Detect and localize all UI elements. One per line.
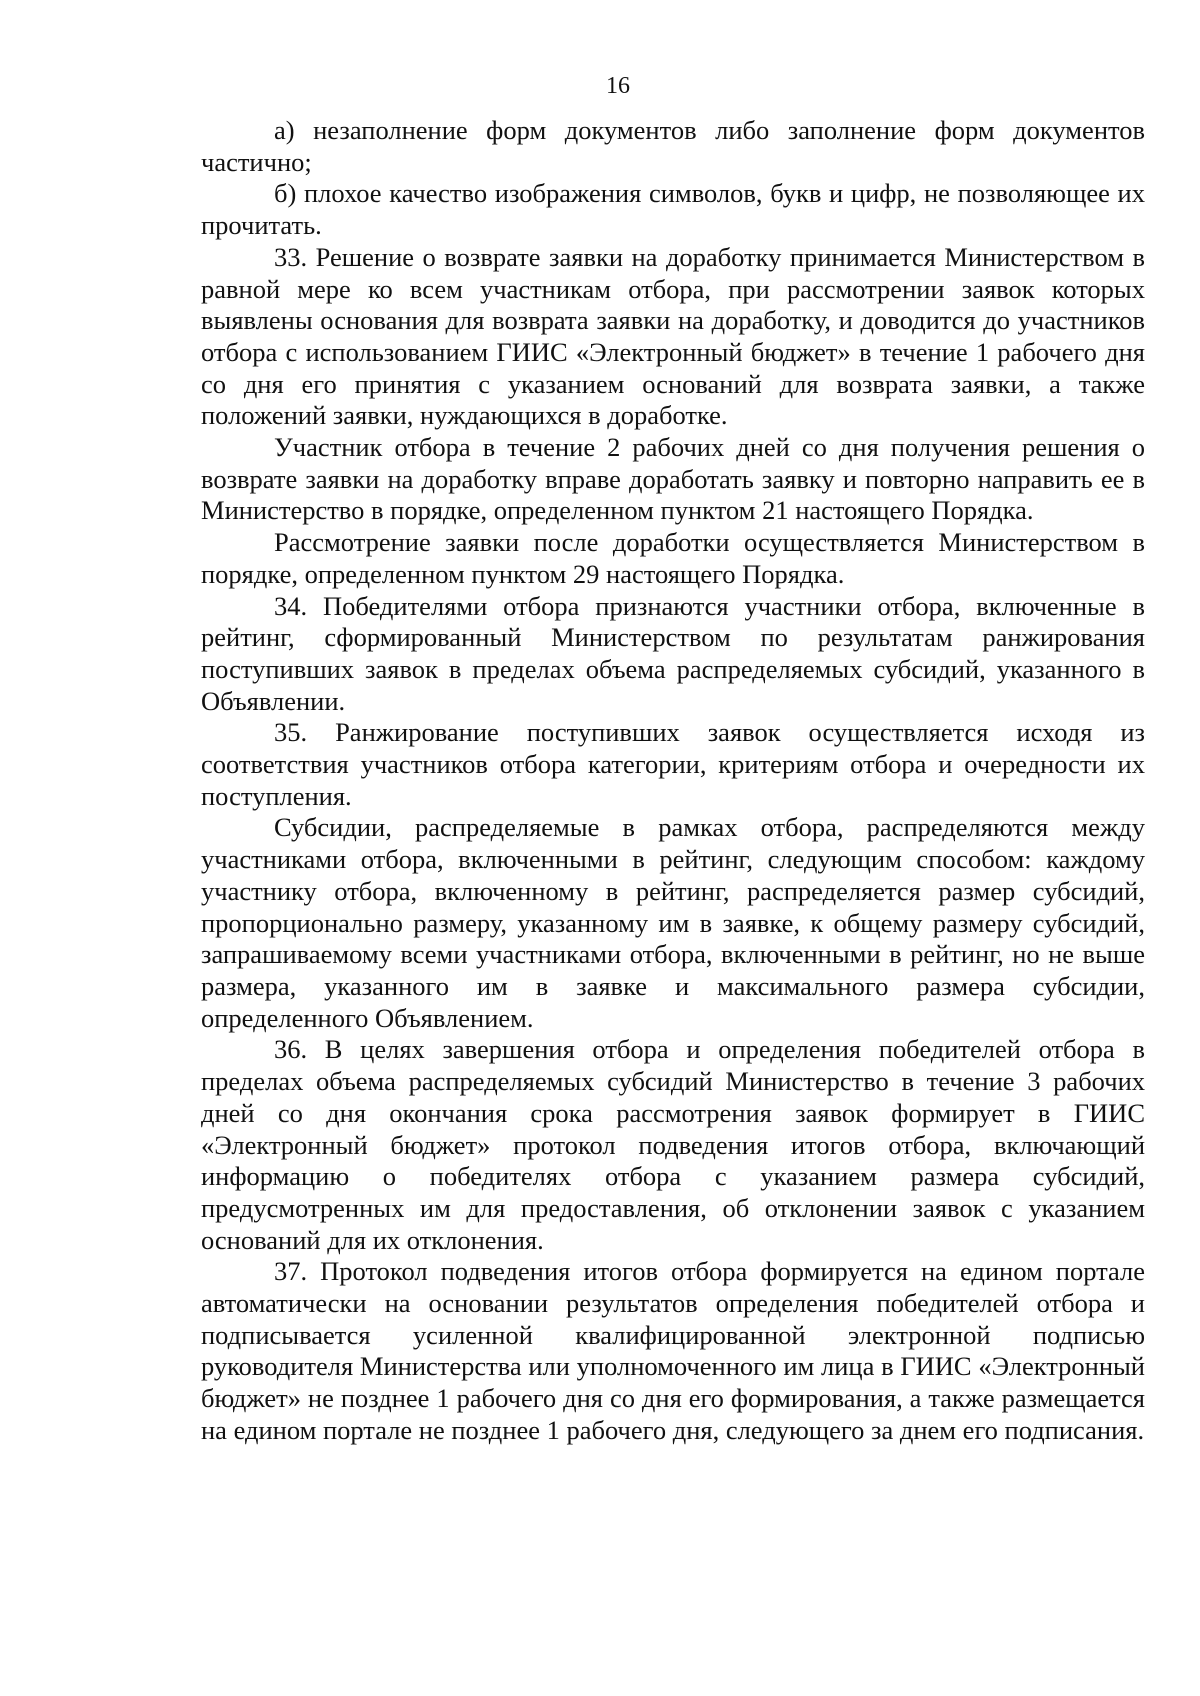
paragraph-35: 35. Ранжирование поступивших заявок осуществляется исходя из соответствия участников отбора категории, критериям отбора и очередности их поступления. [201, 717, 1145, 811]
paragraph-b: б) плохое качество изображения символов, букв и цифр, не позволяющее их прочитать. [201, 178, 1145, 241]
paragraph-33: 33. Решение о возврате заявки на доработку принимается Министерством в равной мере ко всем участникам отбора, при рассмотрении заявок которых выявлены основания для возврата заявки на доработку, и доводится до участников отбора с использованием ГИИС «Электронный бюджет» в течение 1 рабочего дня со дня его принятия с указанием оснований для возврата заявки, а также положений заявки, нуждающихся в доработке. [201, 241, 1145, 431]
paragraph-33-review: Рассмотрение заявки после доработки осуществляется Министерством в порядке, определенном пунктом 29 настоящего Порядка. [201, 527, 1145, 589]
paragraph-35-subsidies: Субсидии, распределяемые в рамках отбора, распределяются между участниками отбора, включенными в рейтинг, следующим способом: каждому участнику отбора, включенному в рейтинг, распределяется размер субсидий, пропорционально размеру, указанному им в заявке, к общему размеру субсидий, запрашиваемому всеми участниками отбора, включенными в рейтинг, но не выше размера, указанного им в заявке и максимального размера субсидии, определенного Объявлением. [201, 812, 1145, 1033]
paragraph-36: 36. В целях завершения отбора и определения победителей отбора в пределах объема распределяемых субсидий Министерство в течение 3 рабочих дней со дня окончания срока рассмотрения заявок формирует в ГИИС «Электронный бюджет» протокол подведения итогов отбора, включающий информацию о победителях отбора с указанием размера субсидий, предусмотренных им для предоставления, об отклонении заявок с указанием оснований для их отклонения. [201, 1034, 1145, 1255]
paragraph-37: 37. Протокол подведения итогов отбора формируется на едином портале автоматически на основании результатов определения победителей отбора и подписывается усиленной квалифицированной электронной подписью руководителя Министерства или уполномоченного им лица в ГИИС «Электронный бюджет» не позднее 1 рабочего дня со дня его формирования, а также размещается на едином портале не позднее 1 рабочего дня, следующего за днем его подписания. [201, 1256, 1145, 1445]
paragraph-33-participant: Участник отбора в течение 2 рабочих дней со дня получения решения о возврате заявки на доработку вправе доработать заявку и повторно направить ее в Министерство в порядке, определенном пунктом 21 настоящего Порядка. [201, 432, 1145, 526]
page-number: 16 [606, 73, 630, 99]
paragraph-a: а) незаполнение форм документов либо заполнение форм документов частично; [201, 115, 1145, 177]
document-body [201, 115, 1145, 1447]
paragraph-34: 34. Победителями отбора признаются участники отбора, включенные в рейтинг, сформированный Министерством по результатам ранжирования поступивших заявок в пределах объема распределяемых субсидий, указанного в Объявлении. [201, 590, 1145, 716]
